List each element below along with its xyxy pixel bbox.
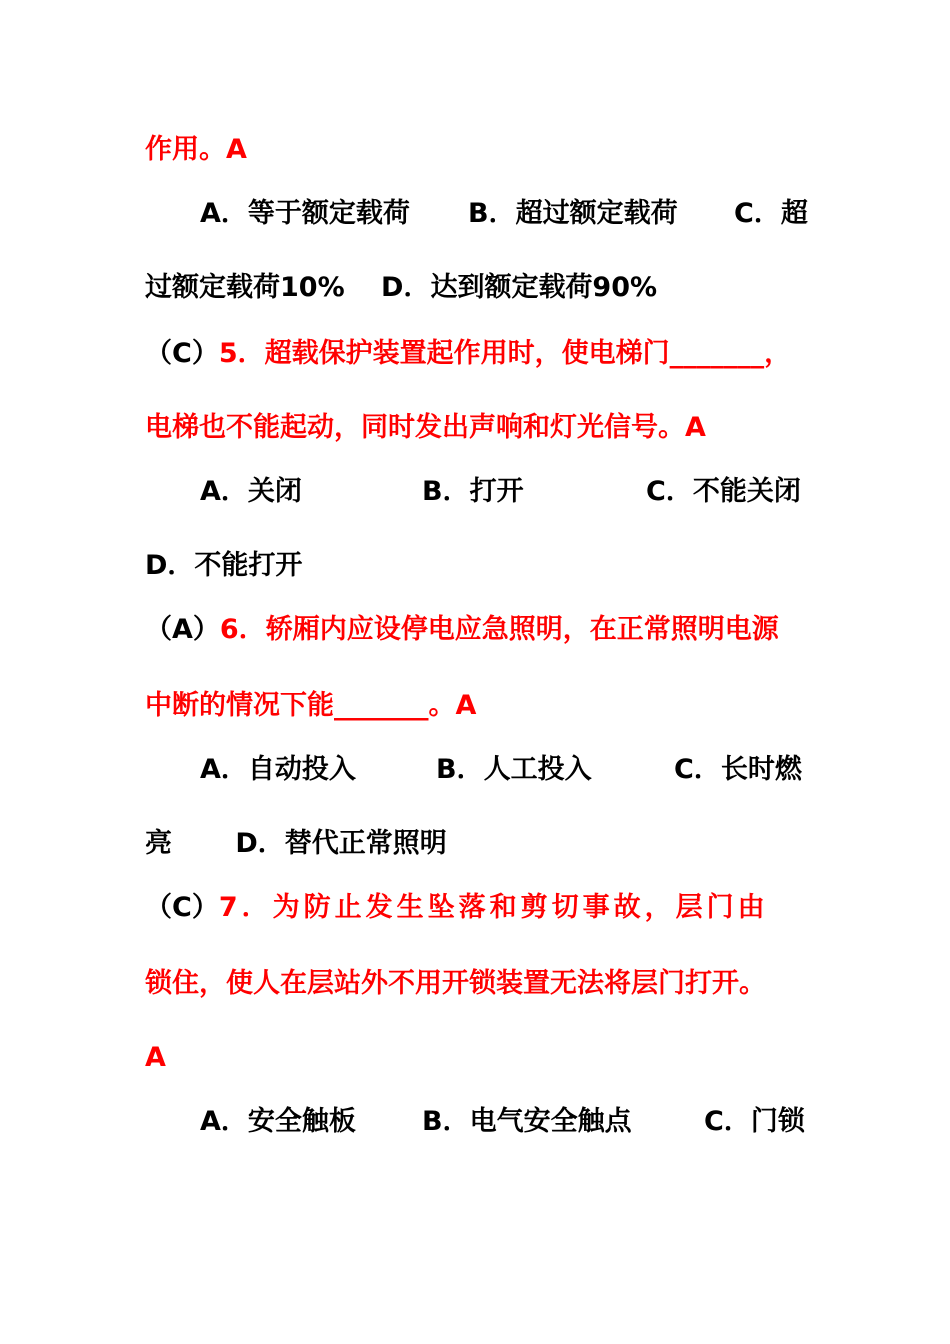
option-continuation: 过额定载荷10% D．达到额定载荷90%	[145, 272, 658, 303]
text-line	[145, 410, 706, 446]
option-continuation: 亮 D．替代正常照明	[145, 828, 447, 859]
question-continuation: 电梯也不能起动，同时发出声响和灯光信号。A	[145, 412, 706, 443]
option-b: B．打开	[422, 476, 524, 507]
option-a: A．关闭	[200, 476, 302, 507]
option-b: B．超过额定载荷	[468, 198, 678, 229]
question-continuation: 作用。A	[145, 134, 247, 165]
option-a: A．等于额定载荷	[200, 198, 410, 229]
option-b: B．电气安全触点	[422, 1106, 632, 1137]
text-line	[145, 1040, 166, 1076]
option-c: C．不能关闭	[646, 476, 801, 507]
answer-prefix: （A）	[145, 614, 220, 645]
option-a: A．自动投入	[200, 754, 356, 785]
question-continuation: 中断的情况下能_______。A	[145, 690, 477, 721]
question-text: 7．为防止发生坠落和剪切事故，层门由	[218, 892, 769, 923]
option-c: C．门锁	[704, 1106, 805, 1137]
answer-prefix: （C）	[145, 338, 219, 369]
text-line	[145, 132, 247, 168]
answer-prefix: （C）	[145, 892, 219, 923]
option-c: C．长时燃	[674, 754, 802, 785]
text-line	[145, 688, 476, 724]
option-c: C．超	[734, 198, 808, 229]
option-a: A．安全触板	[200, 1106, 356, 1137]
question-line	[145, 336, 791, 372]
question-line	[145, 612, 779, 648]
question-line	[145, 890, 769, 926]
question-continuation: 锁住，使人在层站外不用开锁装置无法将层门打开。	[145, 968, 766, 999]
correct-answer: A	[145, 1042, 166, 1073]
text-line	[145, 966, 766, 1002]
question-text: 6．轿厢内应设停电应急照明，在正常照明电源	[219, 614, 779, 645]
text-line	[145, 548, 302, 584]
text-line	[145, 826, 447, 862]
question-text: 5．超载保护装置起作用时，使电梯门_______，	[218, 338, 792, 369]
option-continuation: D．不能打开	[145, 550, 303, 581]
text-line	[145, 270, 657, 306]
option-b: B．人工投入	[436, 754, 592, 785]
